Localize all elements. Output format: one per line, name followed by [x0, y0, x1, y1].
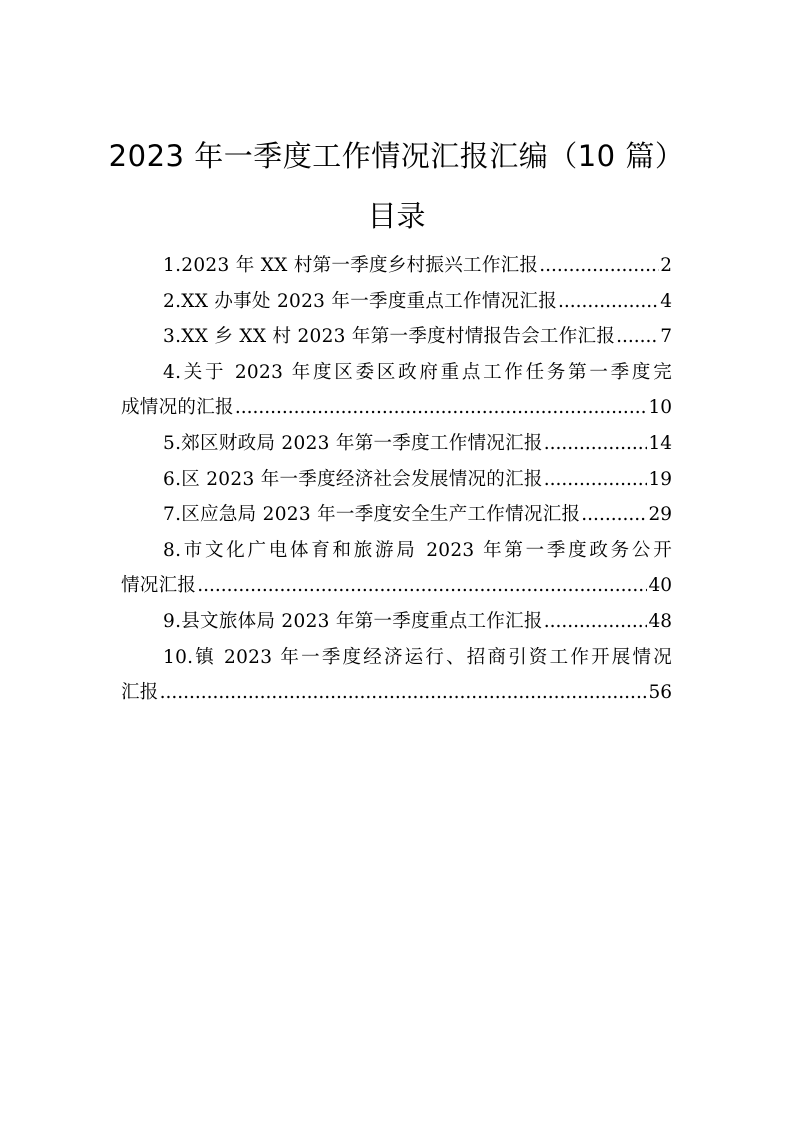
toc-dot-leader: [558, 284, 659, 320]
toc-entry[interactable]: [121, 248, 672, 284]
toc-dot-leader: [160, 675, 648, 711]
toc-entry-title: 5.郊区财政局 2023 年第一季度工作情况汇报: [163, 432, 543, 454]
toc-entry-page: 56: [648, 682, 672, 704]
toc-entry[interactable]: [121, 497, 672, 533]
toc-entry-title: 汇报: [121, 682, 159, 704]
toc-entry-title: 2.XX 办事处 2023 年一季度重点工作情况汇报: [163, 290, 558, 312]
toc-dot-leader: [544, 426, 648, 462]
toc-entry-title-line1: 8.市文化广电体育和旅游局 2023 年第一季度政务公开: [163, 539, 672, 561]
toc-entry-title: 9.县文旅体局 2023 年第一季度重点工作汇报: [163, 610, 543, 632]
table-of-contents: [121, 248, 672, 711]
toc-dot-leader: [544, 604, 648, 640]
toc-heading: 目录: [367, 199, 426, 233]
toc-entry-title: 成情况的汇报: [121, 397, 234, 419]
toc-dot-leader: [539, 248, 659, 284]
toc-entry-page: 19: [648, 468, 672, 490]
toc-entry-title: 情况汇报: [121, 575, 197, 597]
toc-entry[interactable]: [121, 533, 672, 604]
toc-dot-leader: [616, 319, 659, 355]
toc-entry-page: 7: [660, 326, 672, 348]
toc-entry-page: 29: [648, 504, 672, 526]
toc-entry-title: 6.区 2023 年一季度经济社会发展情况的汇报: [163, 468, 543, 490]
toc-entry-title: 1.2023 年 XX 村第一季度乡村振兴工作汇报: [163, 255, 539, 276]
toc-dot-leader: [581, 497, 647, 533]
toc-entry-title-line1: 10.镇 2023 年一季度经济运行、招商引资工作开展情况: [163, 646, 672, 668]
toc-entry[interactable]: [121, 640, 672, 711]
toc-entry-title-line1: 4.关于 2023 年度区委区政府重点工作任务第一季度完: [163, 361, 672, 383]
toc-entry[interactable]: [121, 462, 672, 498]
toc-entry-page: 10: [648, 397, 672, 419]
toc-dot-leader: [544, 462, 648, 498]
toc-dot-leader: [235, 390, 648, 426]
toc-entry[interactable]: [121, 319, 672, 355]
document-title: 2023 年一季度工作情况汇报汇编（10 篇）: [108, 139, 685, 173]
toc-entry[interactable]: [121, 284, 672, 320]
toc-entry-title: 3.XX 乡 XX 村 2023 年第一季度村情报告会工作汇报: [163, 326, 616, 348]
toc-entry-title: 7.区应急局 2023 年一季度安全生产工作情况汇报: [163, 504, 581, 526]
toc-entry[interactable]: [121, 355, 672, 426]
toc-entry-page: 4: [660, 290, 672, 312]
toc-entry-page: 2: [660, 255, 672, 276]
toc-dot-leader: [197, 568, 647, 604]
toc-entry-page: 40: [648, 575, 672, 597]
toc-entry[interactable]: [121, 426, 672, 462]
toc-entry-page: 48: [648, 610, 672, 632]
toc-entry[interactable]: [121, 604, 672, 640]
toc-entry-page: 14: [648, 432, 672, 454]
